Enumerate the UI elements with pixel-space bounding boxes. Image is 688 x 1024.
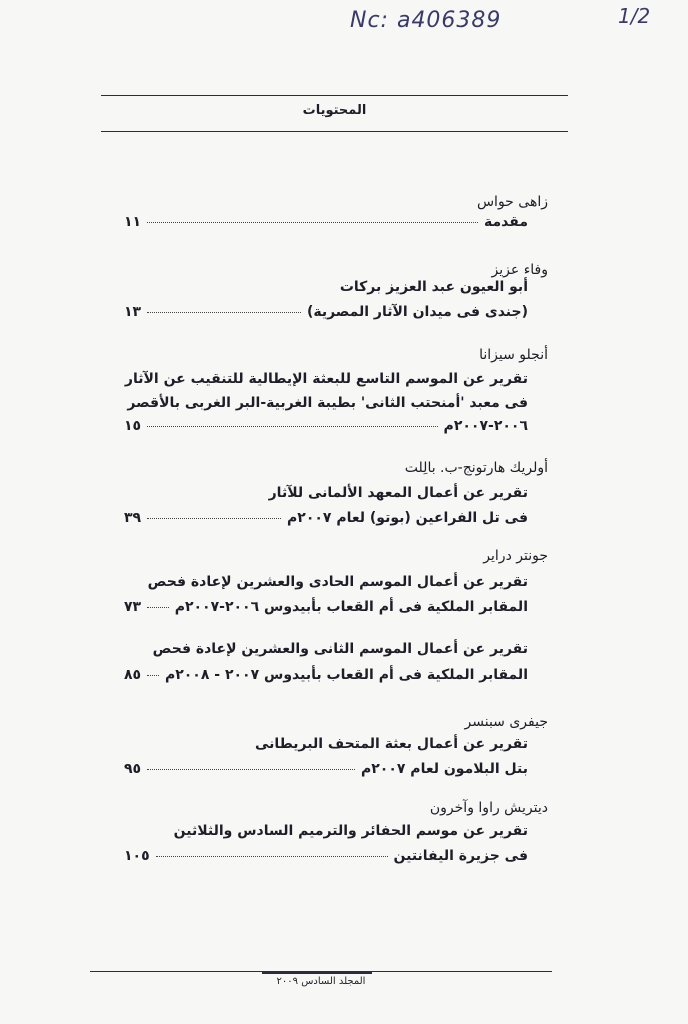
- toc-author: أنجلو سيزانا: [479, 347, 548, 363]
- toc-entry-title: فى معبد 'أمنحتب الثانى' بطيبة الغربية-البر الغربى بالأقصر: [127, 395, 528, 411]
- header-rule-top: [101, 95, 568, 96]
- toc-author: وفاء عزيز: [491, 262, 548, 278]
- footer-volume: المجلد السادس ٢٠٠٩: [276, 976, 366, 987]
- toc-author: أولريك هارتونج-ب. بالِلت: [404, 460, 548, 476]
- toc-entry-line[interactable]: [124, 599, 528, 615]
- toc-entry-line[interactable]: [124, 761, 528, 777]
- toc-entry-title: فى جزيرة اليفانتين: [393, 848, 528, 864]
- toc-entry-line[interactable]: [124, 214, 528, 230]
- toc-entry-line[interactable]: [124, 667, 528, 683]
- toc-author: ديتريش راوا وآخرون: [429, 800, 548, 816]
- toc-entry-title: بتل البلامون لعام ٢٠٠٧م: [360, 761, 528, 777]
- toc-entry-title: تقرير عن أعمال المعهد الألمانى للآثار: [268, 485, 528, 501]
- toc-author: جيفرى سبنسر: [464, 714, 548, 730]
- toc-entry-title: مقدمة: [484, 214, 528, 230]
- toc-page-number: ٣٩: [124, 510, 142, 526]
- dot-leader: [147, 675, 159, 676]
- dot-leader: [156, 856, 388, 857]
- toc-page-number: ٨٥: [124, 667, 142, 683]
- toc-entry-title: ٢٠٠٦-٢٠٠٧م: [443, 418, 528, 434]
- toc-entry-title: تقرير عن الموسم التاسع للبعثة الإيطالية للتنقيب عن الآثار: [124, 371, 528, 387]
- toc-entry-title: تقرير عن أعمال بعثة المتحف البريطانى: [254, 736, 528, 752]
- toc-entry-title: أبو العيون عبد العزيز بركات: [339, 279, 528, 295]
- toc-entry-title: فى تل الفراعين (بوتو) لعام ٢٠٠٧م: [287, 510, 528, 526]
- footer-bar: [262, 971, 372, 974]
- toc-entry-title: تقرير عن أعمال الموسم الحادى والعشرين لإعادة فحص: [147, 574, 528, 590]
- toc-page-number: ١٠٥: [124, 848, 150, 864]
- toc-entry-title: تقرير عن موسم الحفائر والترميم السادس والثلاثين: [173, 823, 528, 839]
- dot-leader: [147, 769, 355, 770]
- toc-page-number: ٩٥: [124, 761, 142, 777]
- handwritten-page-mark: 1/2: [618, 4, 651, 28]
- toc-page-number: ٧٣: [124, 599, 142, 615]
- handwritten-catalog-number: Nc: a406389: [350, 8, 502, 33]
- dot-leader: [147, 607, 169, 608]
- dot-leader: [147, 312, 301, 313]
- toc-entry-line[interactable]: [124, 510, 528, 526]
- toc-page-number: ١١: [124, 214, 142, 230]
- toc-author: زاهى حواس: [476, 194, 548, 210]
- toc-entry-line[interactable]: [124, 304, 528, 320]
- header-rule-bottom: [101, 131, 568, 132]
- toc-page-number: ١٥: [124, 418, 142, 434]
- toc-author: جونتر دراير: [483, 548, 548, 564]
- toc-entry-title: (جندى فى ميدان الآثار المصرية): [306, 304, 528, 320]
- toc-page-number: ١٣: [124, 304, 142, 320]
- dot-leader: [147, 426, 437, 427]
- page-title: المحتويات: [302, 103, 367, 118]
- dot-leader: [147, 518, 281, 519]
- toc-entry-line[interactable]: [124, 418, 528, 434]
- toc-entry-title: المقابر الملكية فى أم القعاب بأبيدوس ٢٠٠٧ - ٢٠٠٨م: [164, 667, 528, 683]
- dot-leader: [147, 222, 478, 223]
- toc-entry-title: تقرير عن أعمال الموسم الثانى والعشرين لإعادة فحص: [152, 641, 528, 657]
- toc-entry-line[interactable]: [124, 848, 528, 864]
- toc-entry-title: المقابر الملكية فى أم القعاب بأبيدوس ٢٠٠٦-٢٠٠٧م: [174, 599, 528, 615]
